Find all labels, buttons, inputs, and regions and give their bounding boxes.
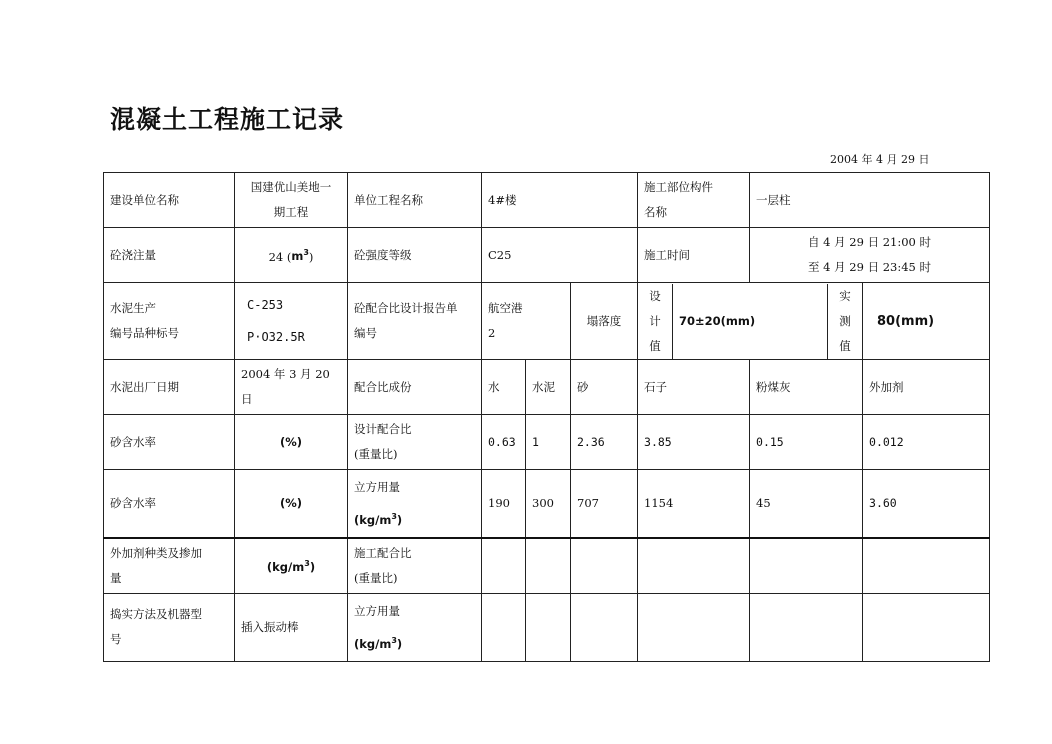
cubic-usage-label: 立方用量 $(kg/m^3)$ <box>348 470 482 538</box>
cubic-usage-label-2: 立方用量 $(kg/m^3)$ <box>348 593 482 661</box>
site-mix-label: 施工配合比 (重量比) <box>348 538 482 594</box>
design-mix-water: 0.63 <box>482 415 526 470</box>
design-value: 70±20(mm) <box>679 313 756 328</box>
cement-date-label: 水泥出厂日期 <box>104 360 235 415</box>
usage-water: 190 <box>482 470 526 538</box>
record-date: 2004 年 4 月 29 日 <box>830 153 930 166</box>
compaction-method-value: 插入振动棒 <box>235 593 348 661</box>
empty-cell <box>863 593 990 661</box>
col-sand: 砂 <box>571 360 638 415</box>
slump-label: 塌落度 <box>571 283 638 360</box>
pour-volume-label: 砼浇注量 <box>104 228 235 283</box>
col-admixture: 外加剂 <box>863 360 990 415</box>
actual-value-label: 实 测 值 <box>828 284 863 359</box>
col-water: 水 <box>482 360 526 415</box>
table-row <box>104 415 990 470</box>
table-row <box>104 593 990 661</box>
empty-cell <box>571 593 638 661</box>
strength-grade-value: C25 <box>482 228 638 283</box>
mix-report-value: 航空港 2 <box>482 283 571 360</box>
table-row <box>104 228 990 283</box>
cement-date-value: 2004 年 3 月 20 日 <box>235 360 348 415</box>
project-name-value: 4#楼 <box>482 173 638 228</box>
mix-components-label: 配合比成份 <box>348 360 482 415</box>
sand-moisture-label: 砂含水率 <box>104 470 235 538</box>
component-label: 施工部位构件 名称 <box>638 173 750 228</box>
table-row <box>104 538 990 594</box>
design-mix-cement: 1 <box>526 415 571 470</box>
mix-report-label: 砼配合比设计报告单 编号 <box>348 283 482 360</box>
cement-code-value: C-253 P·O32.5R <box>235 283 348 360</box>
table-row <box>104 173 990 228</box>
admixture-type-label: 外加剂种类及掺加 量 <box>104 538 235 594</box>
usage-stone: 1154 <box>638 470 750 538</box>
usage-cement: 300 <box>526 470 571 538</box>
sand-moisture-label: 砂含水率 <box>104 415 235 470</box>
usage-sand: 707 <box>571 470 638 538</box>
construction-time-value: 自 4 月 29 日 21:00 时 至 4 月 29 日 23:45 时 <box>750 228 990 283</box>
design-mix-flyash: 0.15 <box>750 415 863 470</box>
sand-moisture-unit: (%) <box>235 470 348 538</box>
record-table <box>103 172 990 662</box>
component-value: 一层柱 <box>750 173 990 228</box>
strength-grade-label: 砼强度等级 <box>348 228 482 283</box>
construction-unit-label: 建设单位名称 <box>104 173 235 228</box>
design-value-label: 设 计 值 <box>638 284 673 359</box>
sand-moisture-unit: (%) <box>235 415 348 470</box>
col-flyash: 粉煤灰 <box>750 360 863 415</box>
design-mix-sand: 2.36 <box>571 415 638 470</box>
empty-cell <box>638 593 750 661</box>
slump-design-cell <box>638 283 863 360</box>
empty-cell <box>482 593 526 661</box>
table-row <box>104 470 990 538</box>
empty-cell <box>482 538 526 594</box>
col-stone: 石子 <box>638 360 750 415</box>
empty-cell <box>526 538 571 594</box>
empty-cell <box>638 538 750 594</box>
project-name-label: 单位工程名称 <box>348 173 482 228</box>
table-row <box>104 360 990 415</box>
design-mix-stone: 3.85 <box>638 415 750 470</box>
table-row <box>104 283 990 360</box>
usage-flyash: 45 <box>750 470 863 538</box>
design-mix-label: 设计配合比 (重量比) <box>348 415 482 470</box>
col-cement: 水泥 <box>526 360 571 415</box>
empty-cell <box>571 538 638 594</box>
page-title: 混凝土工程施工记录 <box>110 105 345 134</box>
pour-volume-value: 24 $(m^3)$ <box>235 228 348 283</box>
actual-value: 80(mm) <box>863 283 990 360</box>
empty-cell <box>863 538 990 594</box>
cement-code-label: 水泥生产 编号品种标号 <box>104 283 235 360</box>
design-mix-admixture: 0.012 <box>863 415 990 470</box>
empty-cell <box>526 593 571 661</box>
admixture-unit: $(kg/m^3)$ <box>235 538 348 594</box>
compaction-method-label: 捣实方法及机器型 号 <box>104 593 235 661</box>
empty-cell <box>750 593 863 661</box>
empty-cell <box>750 538 863 594</box>
construction-time-label: 施工时间 <box>638 228 750 283</box>
construction-unit-value: 国建优山美地一 期工程 <box>235 173 348 228</box>
usage-admixture: 3.60 <box>863 470 990 538</box>
